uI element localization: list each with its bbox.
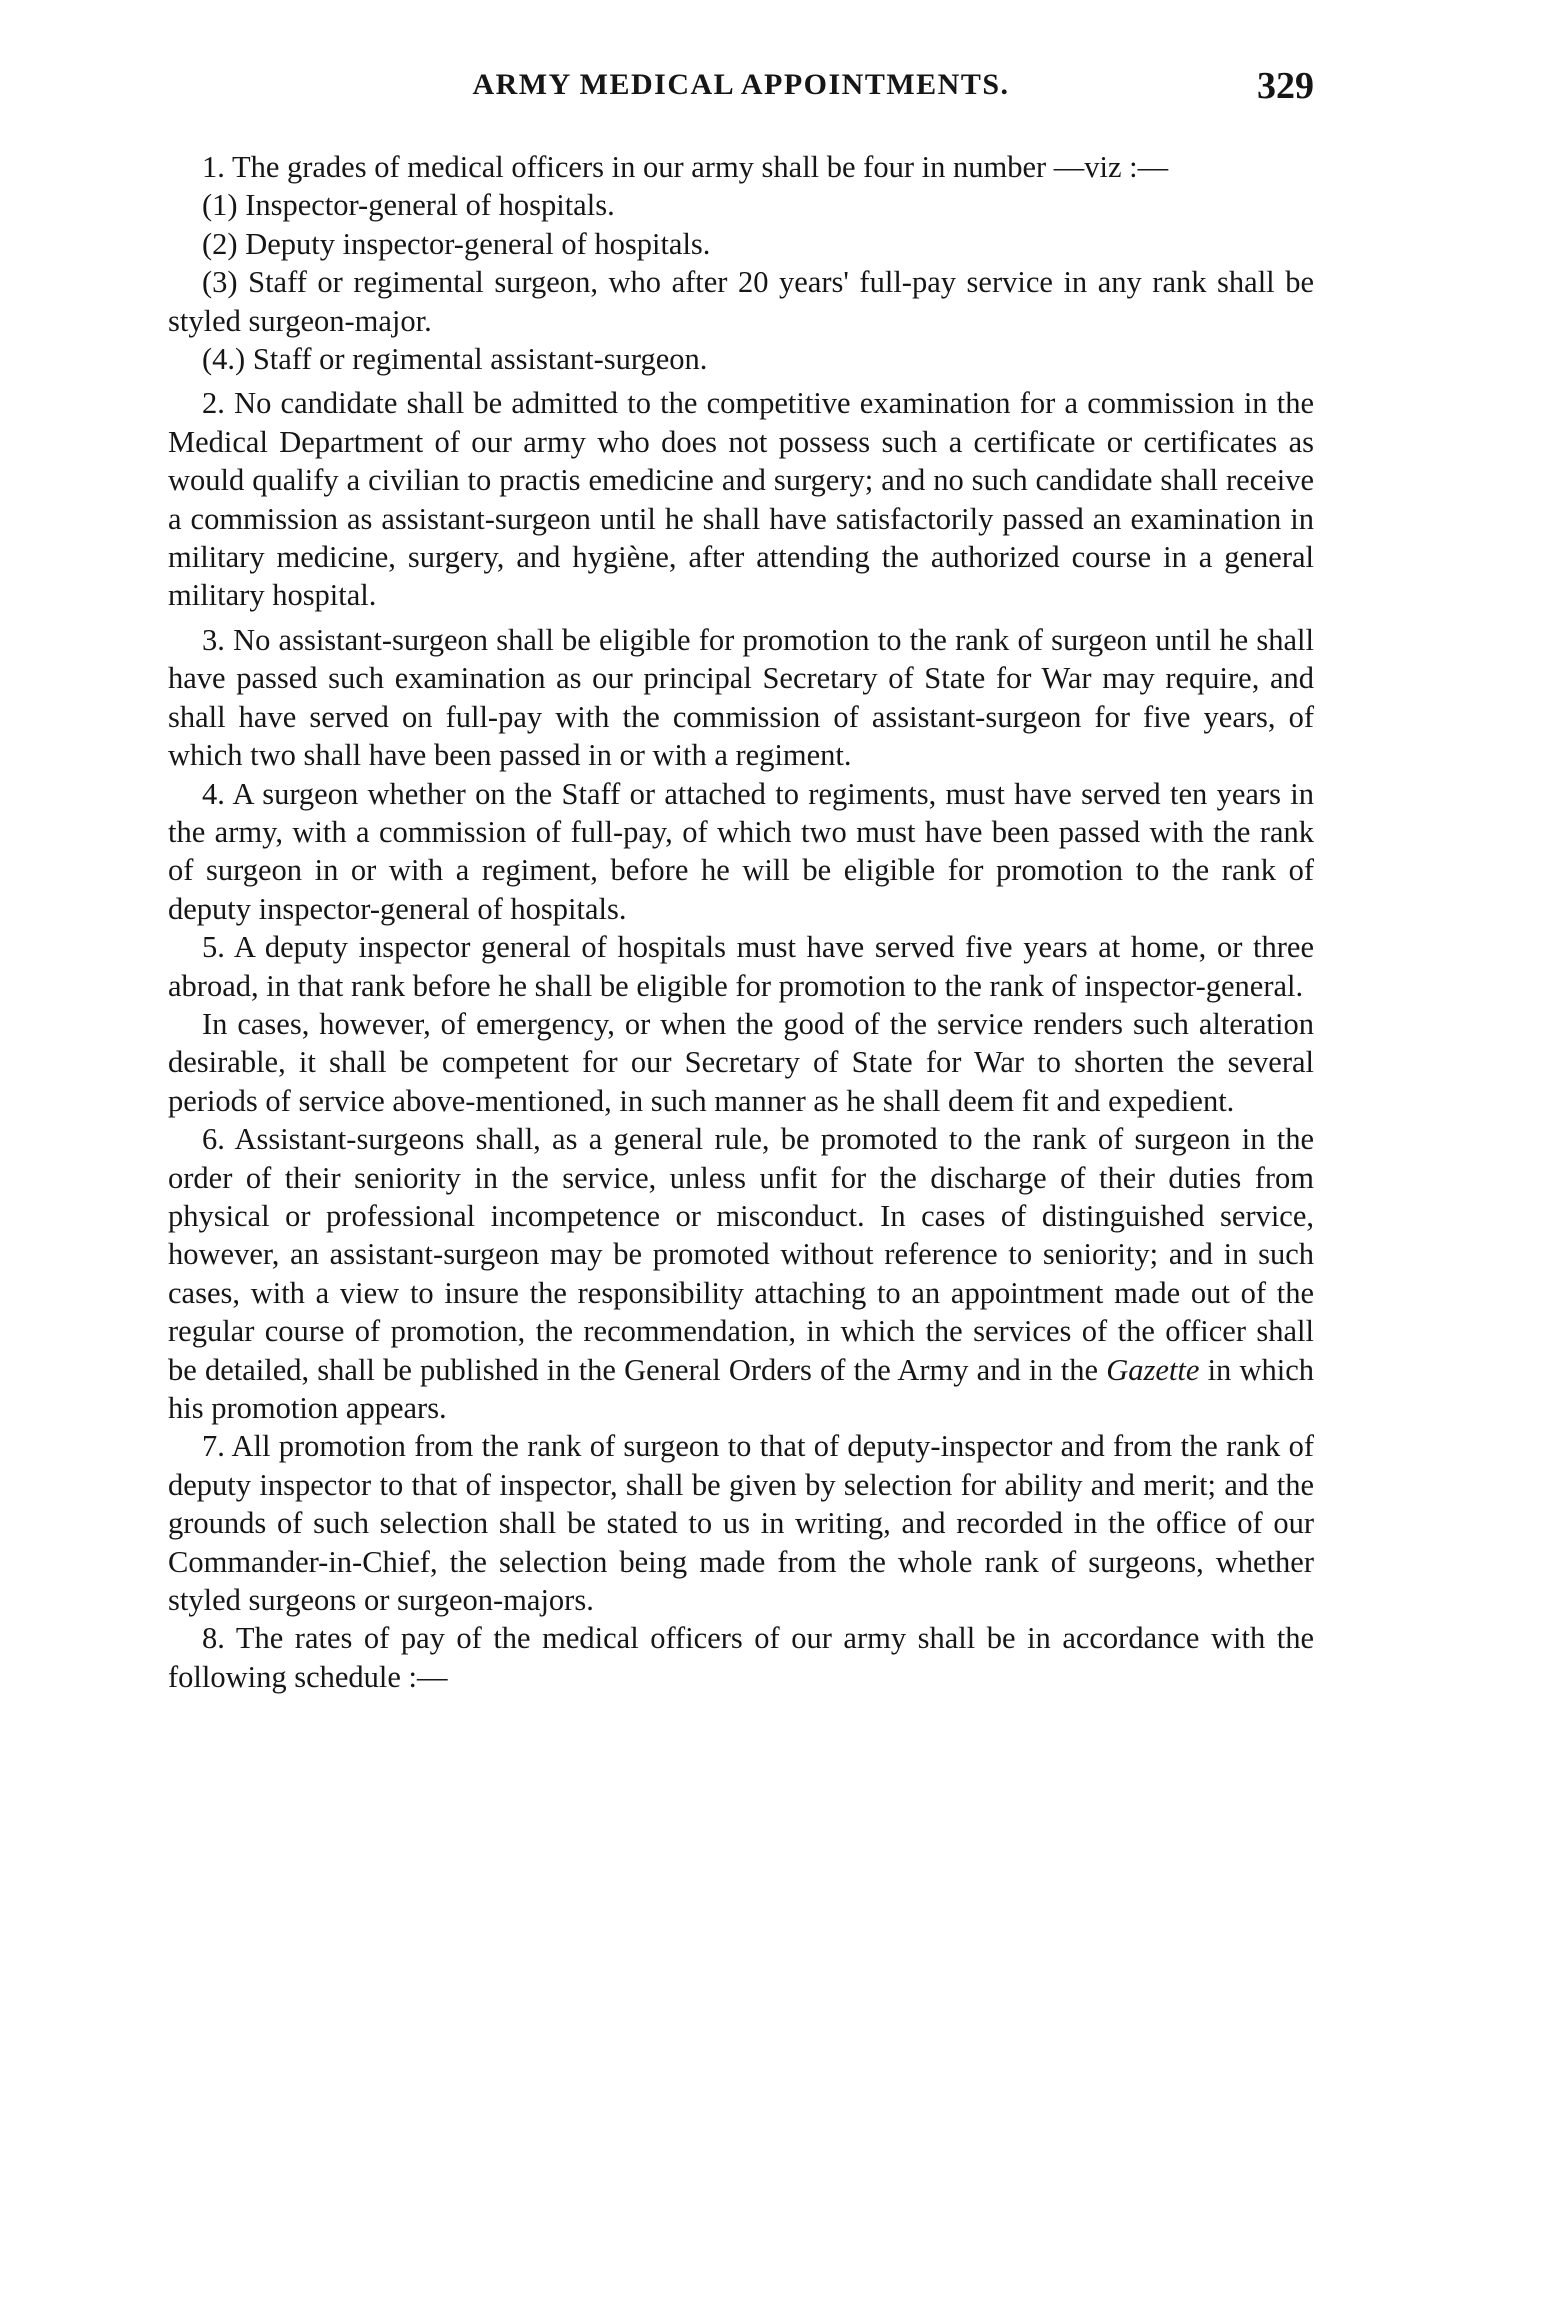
paragraph-5: 5. A deputy inspector general of hospitals must have served five years at home, or three abroad, in that rank before he shall be eligible for promotion to the rank of inspector-general.	[168, 930, 1314, 1003]
page-body	[168, 148, 1314, 1696]
grade-item-2: (2) Deputy inspector-general of hospitals.	[202, 226, 711, 261]
grade-item-4: (4.) Staff or regimental assistant-surgeon.	[202, 342, 708, 377]
paragraph-5-continuation: In cases, however, of emergency, or when the good of the service renders such alteration desirable, it shall be competent for our Secretary of State for War to shorten the several periods of service above-mentioned, in such manner as he shall deem fit and expedient.	[168, 1006, 1314, 1118]
paragraph-6-end: in which his promotion appears.	[168, 1352, 1314, 1425]
running-title: ARMY MEDICAL APPOINTMENTS.	[472, 68, 1010, 101]
gazette-italic: Gazette	[1106, 1352, 1200, 1387]
page-number: 329	[1257, 65, 1314, 107]
paragraph-1: 1. The grades of medical officers in our army shall be four in number —viz :—	[202, 150, 1169, 184]
paragraph-2: 2. No candidate shall be admitted to the competitive examination for a commission in the Medical Department of our army who does not possess such a certificate or certificates as would qualify a civilian to practis emedicine and surgery; and no such candidate shall receive a commission as assistant-surgeon until he shall have satisfactorily passed an examination in military medicine, surgery, and hygiène, after attending the authorized course in a general military hospital.	[168, 386, 1314, 613]
paragraph-7: 7. All promotion from the rank of surgeon to that of deputy-inspector and from the rank of deputy inspector to that of inspector, shall be given by selection for ability and merit; and the grounds of such selection shall be stated to us in writing, and recorded in the office of our Commander-in-Chief, the selection being made from the whole rank of surgeons, whether styled surgeons or surgeon-majors.	[168, 1429, 1314, 1618]
paragraph-8: 8. The rates of pay of the medical officers of our army shall be in accordance with the following schedule :—	[168, 1621, 1314, 1694]
grade-item-3: (3) Staff or regimental surgeon, who after 20 years' full-pay service in any rank shall be styled surgeon-major.	[168, 265, 1314, 338]
grade-item-1: (1) Inspector-general of hospitals.	[202, 188, 615, 223]
paragraph-6	[168, 1120, 1314, 1427]
paragraph-3: 3. No assistant-surgeon shall be eligible for promotion to the rank of surgeon until he shall have passed such examination as our principal Secretary of State for War may require, and shall have served on full-pay with the commission of assistant-surgeon for five years, of which two shall have been passed in or with a regiment.	[168, 622, 1314, 773]
paragraph-4: 4. A surgeon whether on the Staff or attached to regiments, must have served ten years in the army, with a commission of full-pay, of which two must have been passed with the rank of surgeon in or with a regiment, before he will be eligible for promotion to the rank of deputy inspector-general of hospitals.	[168, 776, 1314, 926]
page-header	[168, 64, 1314, 114]
paragraph-6-text: 6. Assistant-surgeons shall, as a general rule, be promoted to the rank of surgeon in the order of their seniority in the service, unless unfit for the discharge of their duties from physical or professional incompetence or misconduct. In cases of distinguished service, however, an assistant-surgeon may be promoted without reference to seniority; and in such cases, with a view to insure the responsibility attaching to an appointment made out of the regular course of promotion, the recommendation, in which the services of the officer shall be detailed, shall be published in the General Orders of the Army and in the	[168, 1122, 1314, 1387]
